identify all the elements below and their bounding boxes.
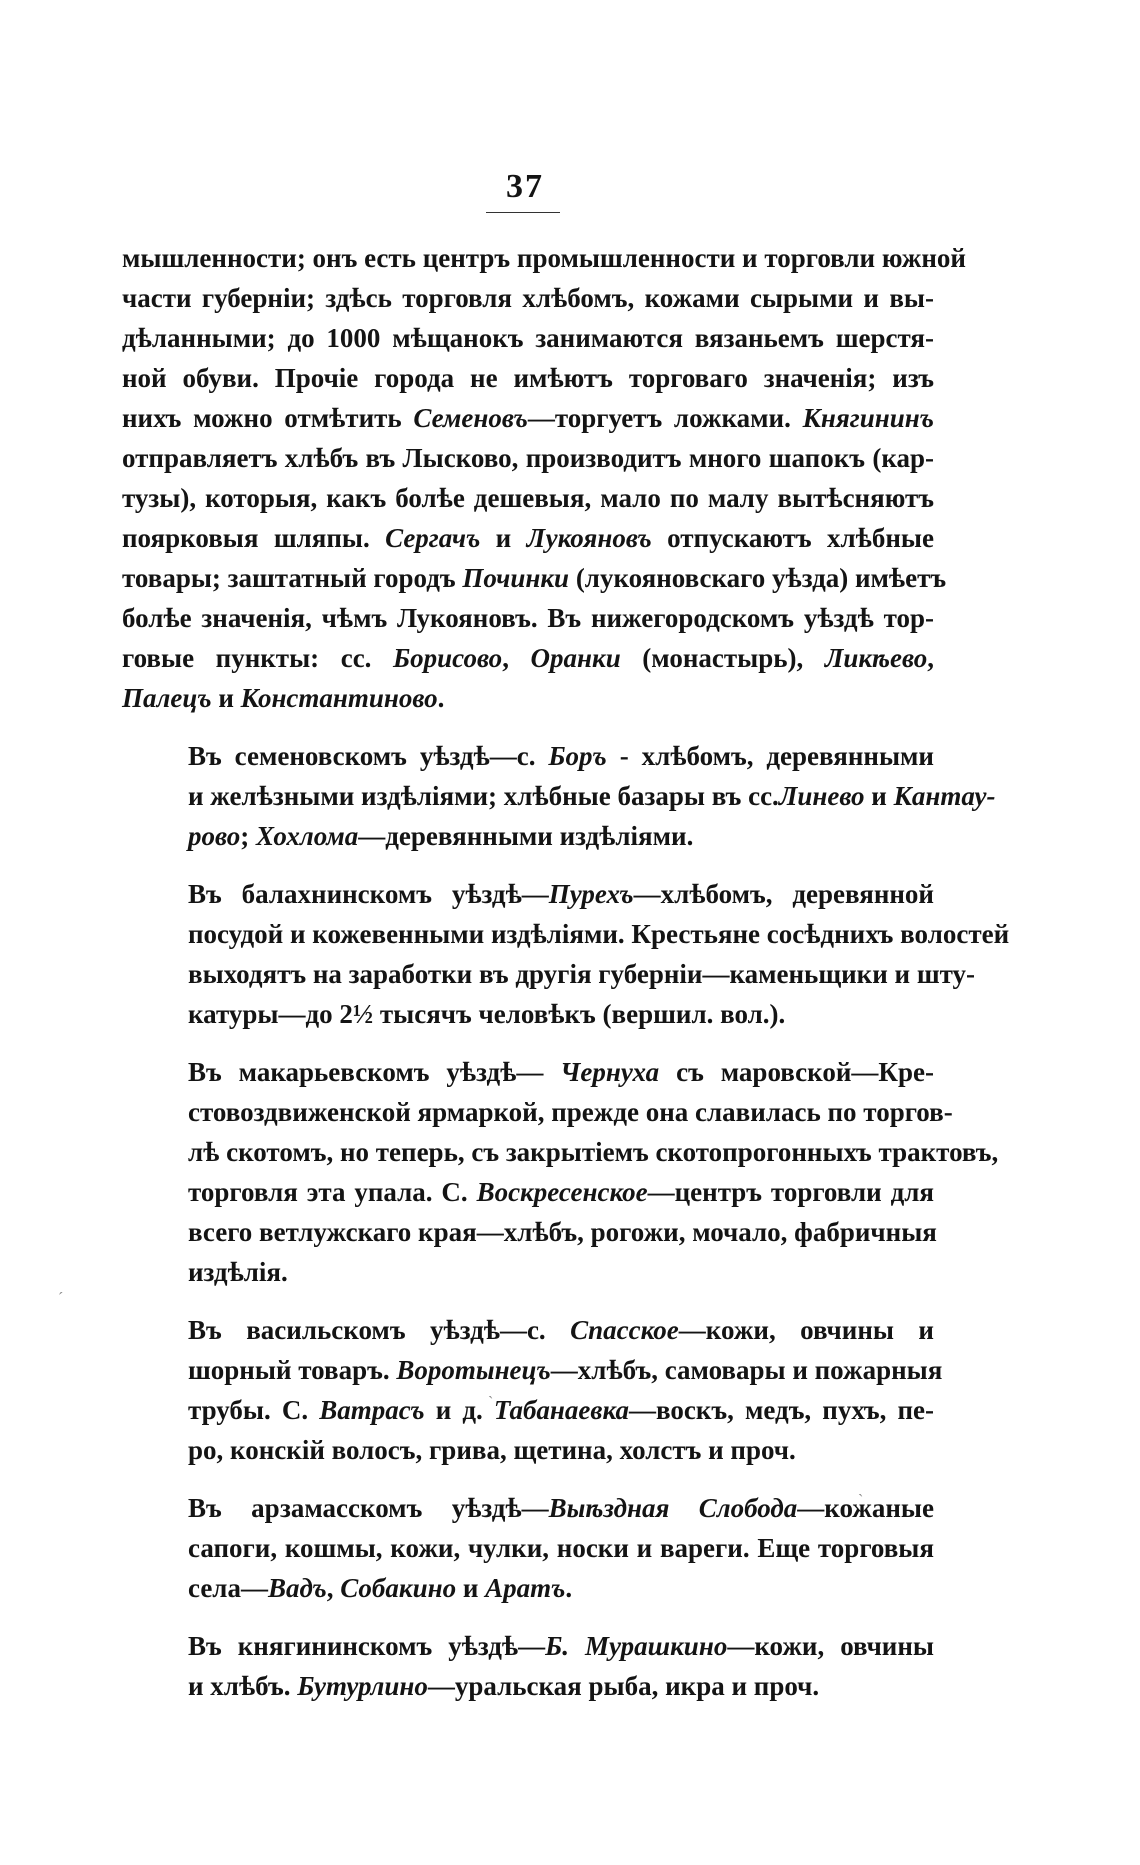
text-run: Въ балахнинскомъ уѣздѣ—	[188, 879, 549, 909]
text-line	[122, 1626, 934, 1666]
text-run: говые пункты: сс.	[122, 643, 393, 673]
text-line	[122, 518, 934, 558]
paragraph	[122, 736, 996, 856]
text-run: лѣ скотомъ, но теперь, съ закрытіемъ скотопрогонныхъ трактовъ,	[188, 1137, 999, 1167]
text-run: —хлѣбъ, самовары и пожарныя	[550, 1355, 943, 1385]
text-run: съ маровской—Кре-	[659, 1057, 934, 1087]
text-run: нихъ можно отмѣтить	[122, 403, 414, 433]
text-line	[122, 318, 934, 358]
paragraph	[122, 1488, 934, 1608]
text-line	[122, 438, 934, 478]
text-run: - хлѣбомъ, деревянными	[606, 741, 934, 771]
text-run: Въ васильскомъ уѣздѣ—с.	[188, 1315, 571, 1345]
place-name: Выѣздная Слобода	[548, 1493, 798, 1523]
place-name: Бутурлино	[297, 1671, 428, 1701]
text-line	[122, 736, 934, 776]
place-name: Воротынецъ	[396, 1355, 551, 1385]
place-name: Лукояновъ	[526, 523, 652, 553]
text-run: части губерніи; здѣсь торговля хлѣбомъ, кожами сырыми и вы-	[122, 283, 934, 313]
text-run: и	[211, 683, 241, 713]
text-line	[122, 874, 934, 914]
paper-speck: ˊ	[58, 1290, 64, 1307]
text-run: сапоги, кошмы, кожи, чулки, носки и вареги. Еще торговыя	[188, 1533, 934, 1563]
paragraph	[122, 238, 966, 718]
text-run: Въ арзамасскомъ уѣздѣ—	[188, 1493, 549, 1523]
text-line	[122, 398, 934, 438]
place-name: Пурехъ	[548, 879, 634, 909]
text-line	[122, 1212, 937, 1252]
text-run: ;	[240, 821, 256, 851]
text-run: торговля эта упала. С.	[188, 1177, 477, 1207]
text-line	[122, 954, 976, 994]
text-run: Въ макарьевскомъ уѣздѣ—	[188, 1057, 561, 1087]
place-name: Оранки	[530, 643, 621, 673]
paper-speck: ˏ	[488, 1382, 494, 1399]
text-line	[122, 994, 934, 1034]
text-line	[122, 558, 947, 598]
text-run: и желѣзными издѣліями; хлѣбные базары въ сс.	[188, 781, 779, 811]
page-number-rule	[486, 212, 560, 213]
place-name: Сергачъ	[385, 523, 481, 553]
text-run: Въ княгининскомъ уѣздѣ—	[188, 1631, 546, 1661]
place-name: Воскресенское	[476, 1177, 648, 1207]
text-line	[122, 478, 934, 518]
paragraph	[122, 1626, 934, 1706]
text-run: тузы), которыя, какъ болѣе дешевыя, мало по малу вытѣсняютъ	[122, 483, 934, 513]
place-name: Палецъ	[122, 683, 212, 713]
text-run: ,	[502, 643, 531, 673]
text-run: дѣланными; до 1000 мѣщанокъ занимаются вязаньемъ шерстя-	[122, 323, 934, 353]
text-run: ро, конскій волосъ, грива, щетина, холстъ и проч.	[188, 1435, 796, 1465]
text-run: ,	[326, 1573, 341, 1603]
place-name: Княгининъ	[802, 403, 934, 433]
text-run: —уральская рыба, икра и проч.	[427, 1671, 820, 1701]
text-line	[122, 1666, 934, 1706]
text-run: и	[480, 523, 527, 553]
place-name: Ватрасъ	[319, 1395, 425, 1425]
text-run: отправляетъ хлѣбъ въ Лысково, производитъ много шапокъ (кар-	[122, 443, 934, 473]
text-run: —кожаные	[797, 1493, 934, 1523]
body-text	[122, 238, 1010, 1706]
paragraph	[122, 874, 1010, 1034]
place-name: Спасское	[570, 1315, 679, 1345]
text-run: мышленности; онъ есть центръ промышленности и торговли южной	[122, 243, 966, 273]
place-name: Б. Мурашкино	[545, 1631, 728, 1661]
text-line	[122, 1568, 934, 1608]
text-line	[122, 776, 996, 816]
paragraph	[122, 1310, 943, 1470]
text-run: села—	[188, 1573, 268, 1603]
text-run: всего ветлужскаго края—хлѣбъ, рогожи, мочало, фабричныя	[188, 1217, 937, 1247]
text-run: ,	[927, 643, 934, 673]
text-run: и д.	[424, 1395, 494, 1425]
text-line	[122, 1430, 934, 1470]
text-run: стовоздвиженской ярмаркой, прежде она славилась по торгов-	[188, 1097, 953, 1127]
text-line	[122, 914, 1010, 954]
text-line	[122, 1052, 934, 1092]
text-line	[122, 1172, 934, 1212]
text-run: трубы. С.	[188, 1395, 320, 1425]
text-run: (лукояновскаго уѣзда) имѣетъ	[569, 563, 947, 593]
place-name: Вадъ	[267, 1573, 327, 1603]
text-run: товары; заштатный городъ	[122, 563, 463, 593]
text-run: .	[565, 1573, 573, 1603]
text-run: —деревянными издѣліями.	[358, 821, 694, 851]
place-name: Починки	[462, 563, 570, 593]
text-run: катуры—до 2½ тысячъ человѣкъ (вершил. вол.).	[188, 999, 786, 1029]
text-line	[122, 816, 934, 856]
text-run: выходятъ на заработки въ другія губерніи—каменьщики и шту-	[188, 959, 976, 989]
page-number: 37	[506, 168, 544, 205]
text-run: (монастырь),	[620, 643, 825, 673]
place-name: Чернуха	[560, 1057, 660, 1087]
place-name: рово	[188, 821, 241, 851]
place-name: Аратъ	[485, 1573, 566, 1603]
place-name: Константиново	[240, 683, 438, 713]
text-line	[122, 358, 934, 398]
place-name: Ликѣево	[824, 643, 928, 673]
text-run: —кожи, овчины и	[678, 1315, 934, 1345]
paragraph	[122, 1052, 999, 1292]
text-run: —торгуетъ ложками.	[527, 403, 803, 433]
text-line	[122, 1252, 934, 1292]
text-line	[122, 678, 934, 718]
text-run: отпускаютъ хлѣбные	[651, 523, 934, 553]
text-line	[122, 278, 934, 318]
text-run: болѣе значенія, чѣмъ Лукояновъ. Въ нижегородскомъ уѣздѣ тор-	[122, 603, 934, 633]
text-run: .	[437, 683, 445, 713]
place-name: Боръ	[548, 741, 607, 771]
place-name: Хохлома	[255, 821, 359, 851]
text-line	[122, 598, 934, 638]
text-run: поярковыя шляпы.	[122, 523, 386, 553]
text-line	[122, 238, 966, 278]
text-run: —кожи, овчины	[727, 1631, 934, 1661]
text-line	[122, 1390, 934, 1430]
text-run: и	[864, 781, 894, 811]
place-name: Семеновъ	[413, 403, 528, 433]
text-line	[122, 638, 934, 678]
place-name: Кантау-	[893, 781, 996, 811]
text-line	[122, 1092, 953, 1132]
text-run: издѣлія.	[188, 1257, 288, 1287]
place-name: Борисово	[393, 643, 503, 673]
text-line	[122, 1488, 934, 1528]
text-line	[122, 1528, 934, 1568]
place-name: Линево	[778, 781, 865, 811]
text-run: —хлѣбомъ, деревянной	[633, 879, 934, 909]
paper-speck: ˏ	[858, 1480, 864, 1497]
text-run: и	[456, 1573, 486, 1603]
text-line	[122, 1310, 934, 1350]
text-run: посудой и кожевенными издѣліями. Крестьяне сосѣднихъ волостей	[188, 919, 1010, 949]
text-line	[122, 1350, 943, 1390]
text-run: ной обуви. Прочіе города не имѣютъ торговаго значенія; изъ	[122, 363, 934, 393]
text-run: Въ семеновскомъ уѣздѣ—с.	[188, 741, 549, 771]
text-run: —центръ торговли для	[647, 1177, 934, 1207]
place-name: Собакино	[340, 1573, 457, 1603]
place-name: Табанаевка	[493, 1395, 629, 1425]
text-run: шорный товаръ.	[188, 1355, 397, 1385]
text-line	[122, 1132, 999, 1172]
text-run: —воскъ, медъ, пухъ, пе-	[628, 1395, 934, 1425]
text-run: и хлѣбъ.	[188, 1671, 298, 1701]
